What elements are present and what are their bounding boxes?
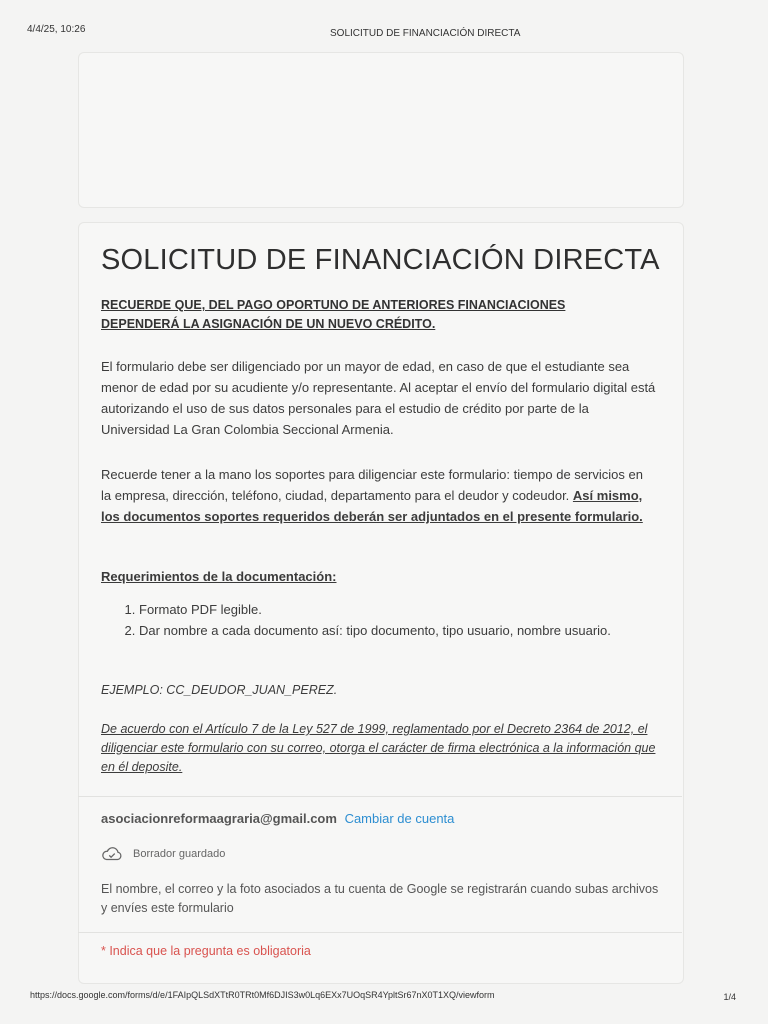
print-page-title: SOLICITUD DE FINANCIACIÓN DIRECTA xyxy=(330,28,521,39)
page-number: 1/4 xyxy=(723,992,736,1002)
google-account-note: El nombre, el correo y la foto asociados a tu cuenta de Google se registrarán cuando subas archivos y envíes este formulario xyxy=(101,882,659,915)
switch-account-link[interactable]: Cambiar de cuenta xyxy=(344,811,455,826)
requirements-title: Requerimientos de la documentación: xyxy=(101,569,337,584)
form-header-card xyxy=(78,52,684,208)
divider xyxy=(78,932,682,933)
required-indicator-note: * Indica que la pregunta es obligatoria xyxy=(101,944,311,958)
form-title: SOLICITUD DE FINANCIACIÓN DIRECTA xyxy=(101,244,660,276)
print-url: https://docs.google.com/forms/d/e/1FAIpQLSdXTtR0TRt0Mf6DJIS3w0Lq6EXx7UOqSR4YpltSr67nX0T1XQ/viewform xyxy=(30,990,495,1000)
account-email: asociacionreformaagraria@gmail.com xyxy=(101,811,337,826)
supports-emphasis: Así mismo, los documentos soportes requeridos deberán ser adjuntados en el presente formulario. xyxy=(101,488,643,524)
requirements-list xyxy=(101,600,639,642)
supports-text: Recuerde tener a la mano los soportes para diligenciar este formulario: tiempo de servicios en la empresa, dirección, teléfono, ciudad, departamento para el deudor y codeudor. xyxy=(101,467,643,503)
draft-status: Borrador guardado xyxy=(133,848,226,860)
filename-example: EJEMPLO: CC_DEUDOR_JUAN_PEREZ. xyxy=(101,683,338,697)
print-datetime: 4/4/25, 10:26 xyxy=(27,24,86,35)
intro-paragraph: El formulario debe ser diligenciado por un mayor de edad, en caso de que el estudiante sea menor de edad por su acudiente y/o representante. Al aceptar el envío del formulario digital está autorizando el uso de sus datos personales para el estudio de crédito por parte de la Universidad La Gran Colombia Seccional Armenia. xyxy=(101,359,656,437)
requirement-item: 2. Dar nombre a cada documento así: tipo documento, tipo usuario, nombre usuario. xyxy=(139,621,639,640)
requirement-item: 1. Formato PDF legible. xyxy=(139,600,639,619)
supports-paragraph xyxy=(101,464,656,527)
cloud-check-icon xyxy=(101,846,123,862)
payment-notice: RECUERDE QUE, DEL PAGO OPORTUNO DE ANTERIORES FINANCIACIONES DEPENDERÁ LA ASIGNACIÓN DE UN NUEVO CRÉDITO. xyxy=(101,298,566,331)
draft-status-row xyxy=(101,846,225,862)
divider xyxy=(78,796,682,797)
account-row xyxy=(101,811,454,826)
legal-notice: De acuerdo con el Artículo 7 de la Ley 527 de 1999, reglamentado por el Decreto 2364 de 2012, el diligenciar este formulario con su correo, otorga el carácter de firma electrónica a la información que en él deposite. xyxy=(101,722,656,774)
